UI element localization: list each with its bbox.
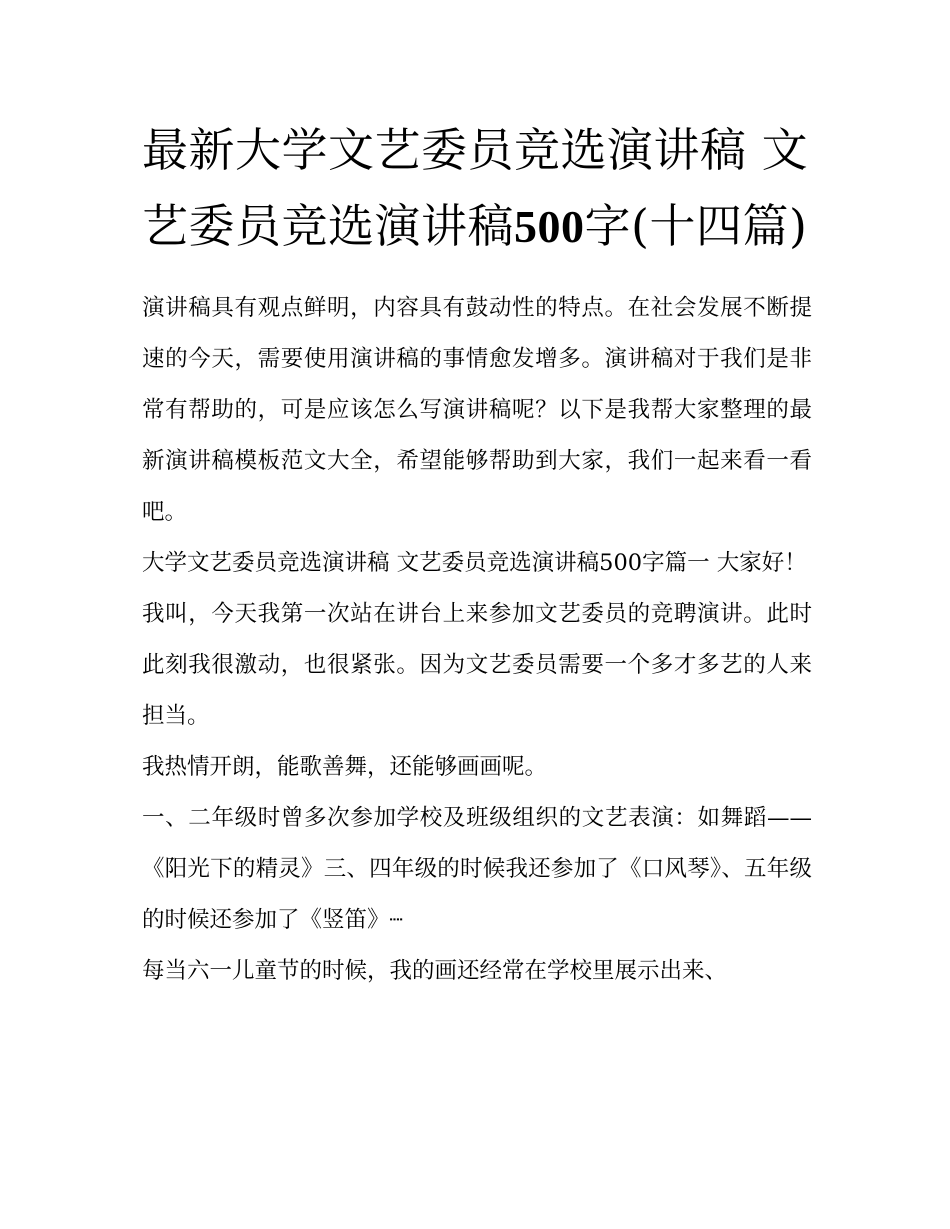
paragraph-performances: 一、二年级时曾多次参加学校及班级组织的文艺表演：如舞蹈——《阳光下的精灵》三、四年级的时候我还参加了《口风琴》、五年级的时候还参加了《竖笛》┈ <box>142 805 812 933</box>
title-text-part-1: 最新大学文艺委员竞选演讲稿 文艺委员竞选演讲稿 <box>142 123 809 253</box>
title-text-part-2: 500 <box>514 201 585 252</box>
paragraph-section-heading: 大学文艺委员竞选演讲稿 文艺委员竞选演讲稿500字篇一 大家好！ <box>142 550 807 576</box>
paragraph-drawings: 每当六一儿童节的时候，我的画还经常在学校里展示出来、 <box>142 958 728 984</box>
document-body <box>142 112 812 997</box>
title-text-part-3: 字(十四篇) <box>584 199 808 253</box>
document-title <box>142 112 812 265</box>
paragraph-self-introduction: 我叫，今天我第一次站在讲台上来参加文艺委员的竞聘演讲。此时此刻我很激动，也很紧张。因为文艺委员需要一个多才多艺的人来担当。 <box>142 601 812 729</box>
paragraph-personality: 我热情开朗，能歌善舞，还能够画画呢。 <box>142 754 548 780</box>
paragraph-intro: 演讲稿具有观点鲜明，内容具有鼓动性的特点。在社会发展不断提速的今天，需要使用演讲稿的事情愈发增多。演讲稿对于我们是非常有帮助的，可是应该怎么写演讲稿呢？以下是我帮大家整理的最新演讲稿模板范文大全，希望能够帮助到大家，我们一起来看一看吧。 <box>142 295 812 525</box>
